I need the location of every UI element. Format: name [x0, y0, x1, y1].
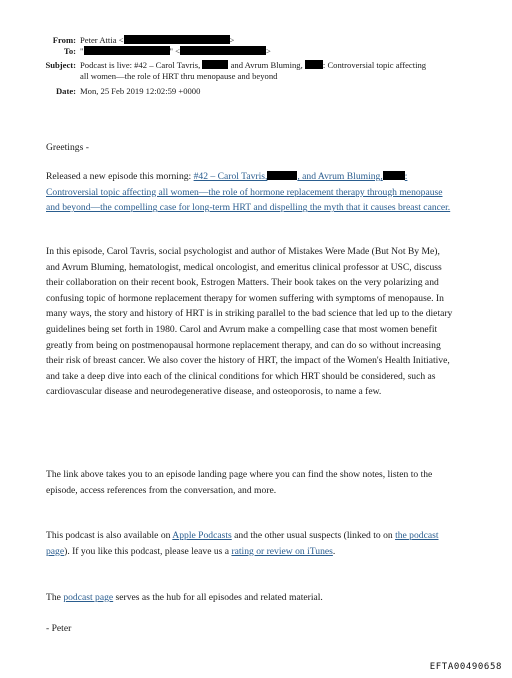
podcast-page-link[interactable]: the podcast page: [46, 530, 439, 557]
to-label: To:: [63, 46, 76, 56]
redaction: [383, 171, 405, 180]
paragraph-hub: The podcast page serves as the hub for all episodes and related material.: [46, 592, 323, 603]
subject-value: Podcast is live: #42 – Carol Tavris, and Avrum Bluming, : Controversial topic affecting: [80, 60, 427, 70]
date-value: Mon, 25 Feb 2019 12:02:59 +0000: [80, 86, 201, 96]
subject-line-2: all women—the role of HRT thru menopause and beyond: [80, 71, 278, 81]
email-body: [46, 140, 456, 156]
to-value: " " < >: [80, 46, 271, 56]
paragraph-availability: This podcast is also available on Apple Podcasts and the other usual suspects (linked to on the podcast page). If you like this podcast, please leave us a rating or review on iTunes.: [46, 530, 439, 557]
signoff: - Peter: [46, 623, 72, 634]
subject-label: Subject:: [45, 60, 76, 70]
paragraph-landing-page: The link above takes you to an episode landing page where you can find the show notes, listen to the episode, access references from the conversation, and more.: [46, 469, 433, 496]
redaction: [124, 35, 230, 44]
from-label: From:: [52, 35, 76, 45]
paragraph-release: Released a new episode this morning: #42 – Carol Tavris, , and Avrum Bluming, : Controversial topic affecting all women—the role of hormone replacement therapy through menopause and beyond—the compelling case for long-term HRT and dispelling the myth that it causes breast cancer.: [46, 171, 451, 214]
episode-link[interactable]: #42 – Carol Tavris, , and Avrum Bluming, : Controversial topic affecting all women—the role of hormone replacement therapy through menopause and beyond—the compelling case for long-term HRT and dispelling the myth that it causes breast cancer.: [46, 171, 451, 214]
redaction: [84, 46, 170, 55]
apple-podcasts-link[interactable]: Apple Podcasts: [172, 530, 232, 541]
redaction: [180, 46, 266, 55]
redaction: [267, 171, 297, 180]
subject-row: [0, 60, 512, 82]
to-row: [0, 46, 512, 56]
redaction: [202, 60, 228, 69]
date-row: [0, 86, 512, 96]
from-value: Peter Attia < >: [80, 35, 235, 45]
redaction: [305, 60, 323, 69]
document-id: EFTA00490658: [429, 662, 502, 672]
date-label: Date:: [55, 86, 76, 96]
itunes-review-link[interactable]: rating or review on iTunes: [231, 545, 333, 557]
greeting: Greetings -: [46, 142, 89, 153]
paragraph-description: In this episode, Carol Tavris, social psychologist and author of Mistakes Were Made (But Not By Me), and Avrum Bluming, hematologist, medical oncologist, and emeritus clinical professor at USC, discuss their collaboration on their recent book, Estrogen Matters. Their book takes on the very polarizing and confusing topic of hormone replacement therapy for women suffering with symptoms of menopause. In many ways, the story and history of HRT is in striking parallel to the bad science that led up to the dietary guidelines being set forth in 1980. Carol and Avrum make a compelling case that most women benefit greatly from being on postmenopausal hormone replacement therapy, and can do so without increasing their risk of breast cancer. We also cover the history of HRT, the impact of the Women's Health Initiative, and take a deep dive into each of the clinical conditions for which HRT should be considered, such as cardiovascular disease and neurodegenerative disease, and osteoporosis, to name a few.: [46, 246, 453, 398]
from-row: [0, 35, 512, 45]
podcast-hub-link[interactable]: podcast page: [63, 592, 114, 603]
